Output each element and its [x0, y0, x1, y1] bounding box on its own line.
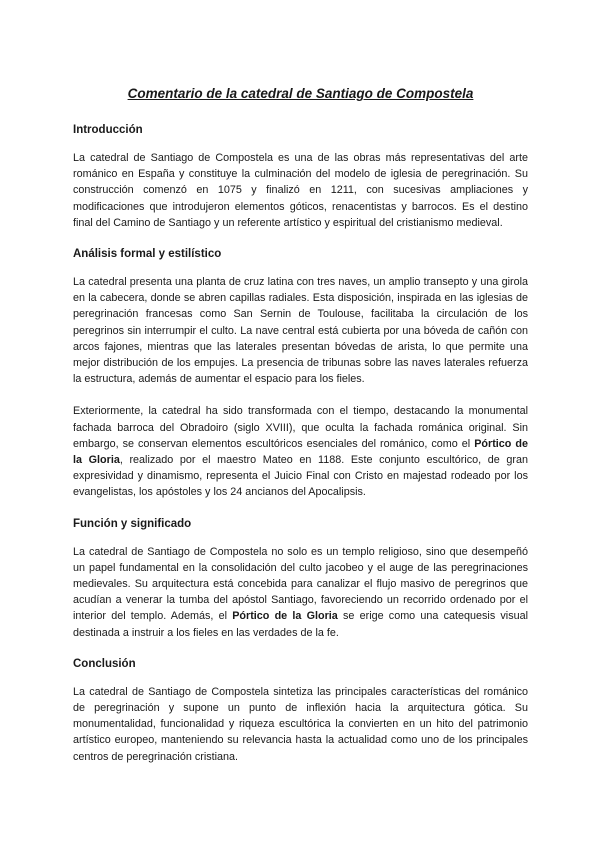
section-heading: Función y significado — [73, 517, 192, 530]
text-run: La catedral de Santiago de Compostela es una de las obras más representativas del arte románico en España y constituye la culminación del modelo de iglesia de peregrinación. Su construcción comenzó en 1075 y finalizó en 1211, con sucesivas ampliaciones y modificaciones que introdujeron elementos góticos, renacentistas y barrocos. Es el destino final del Camino de Santiago y un referente artístico y espiritual del cristianismo medieval. — [73, 152, 528, 229]
text-run: Exteriormente, la catedral ha sido transformada con el tiempo, destacando la monumental fachada barroca del Obradoiro (siglo XVIII), que oculta la fachada románica original. Sin embargo, se conservan elementos escultóricos esenciales del románico, como el — [73, 405, 528, 450]
section-introduction — [73, 123, 528, 231]
paragraph — [73, 544, 528, 641]
bold-text-run: Pórtico de la Gloria — [73, 437, 528, 467]
section-function-meaning — [73, 517, 528, 641]
text-run: La catedral presenta una planta de cruz latina con tres naves, un amplio transepto y una girola en la cabecera, donde se abren capillas radiales. Esta disposición, inspirada en las iglesias de peregrinación francesas como San Sernin de Toulouse, facilitaba la circulación de los peregrinos sin interrumpir el culto. La nave central está cubierta por una bóveda de cañón con arcos fajones, mientras que las laterales presentan bóvedas de arista, lo que permite una mejor distribución de los empujes. La presencia de tribunas sobre las naves laterales refuerza la estructura, además de aumentar el espacio para los fieles. — [73, 276, 528, 386]
section-conclusion — [73, 657, 528, 765]
paragraph — [73, 684, 528, 765]
paragraph — [73, 403, 528, 500]
section-heading: Análisis formal y estilístico — [73, 248, 222, 261]
text-run: La catedral de Santiago de Compostela sintetiza las principales características del románico de peregrinación y supone un punto de inflexión hacia la arquitectura gótica. Su monumentalidad, funcionalidad y riqueza escultórica la convierten en un hito del patrimonio artístico europeo, manteniendo su relevancia hasta la actualidad como uno de los principales centros de peregrinación cristiana. — [73, 685, 528, 763]
section-heading: Introducción — [73, 124, 143, 136]
text-run: se erige como una catequesis visual destinada a instruir a los fieles en las verdades de la fe. — [73, 610, 529, 639]
paragraph — [73, 150, 528, 231]
document-page — [73, 85, 528, 781]
text-run: La catedral de Santiago de Compostela no solo es un templo religioso, sino que desempeñó un papel fundamental en la consolidación del culto jacobeo y el auge de las peregrinaciones medievales. Su arquitectura está concebida para canalizar el flujo masivo de peregrinos que acudían a venerar la tumba del apóstol Santiago, favoreciendo un recorrido ordenado por el interior del templo. Además, el — [73, 545, 528, 623]
paragraph — [73, 274, 528, 387]
text-run: , realizado por el maestro Mateo en 1188. Este conjunto escultórico, de gran expresividad y dinamismo, representa el Juicio Final con Cristo en majestad rodeado por los evangelistas, los apóstoles y los 24 ancianos del Apocalipsis. — [73, 454, 528, 499]
bold-text-run: Pórtico de la Gloria — [232, 610, 338, 623]
section-formal-analysis — [73, 247, 528, 501]
section-heading: Conclusión — [73, 657, 136, 670]
document-title: Comentario de la catedral de Santiago de Compostela — [127, 86, 474, 101]
